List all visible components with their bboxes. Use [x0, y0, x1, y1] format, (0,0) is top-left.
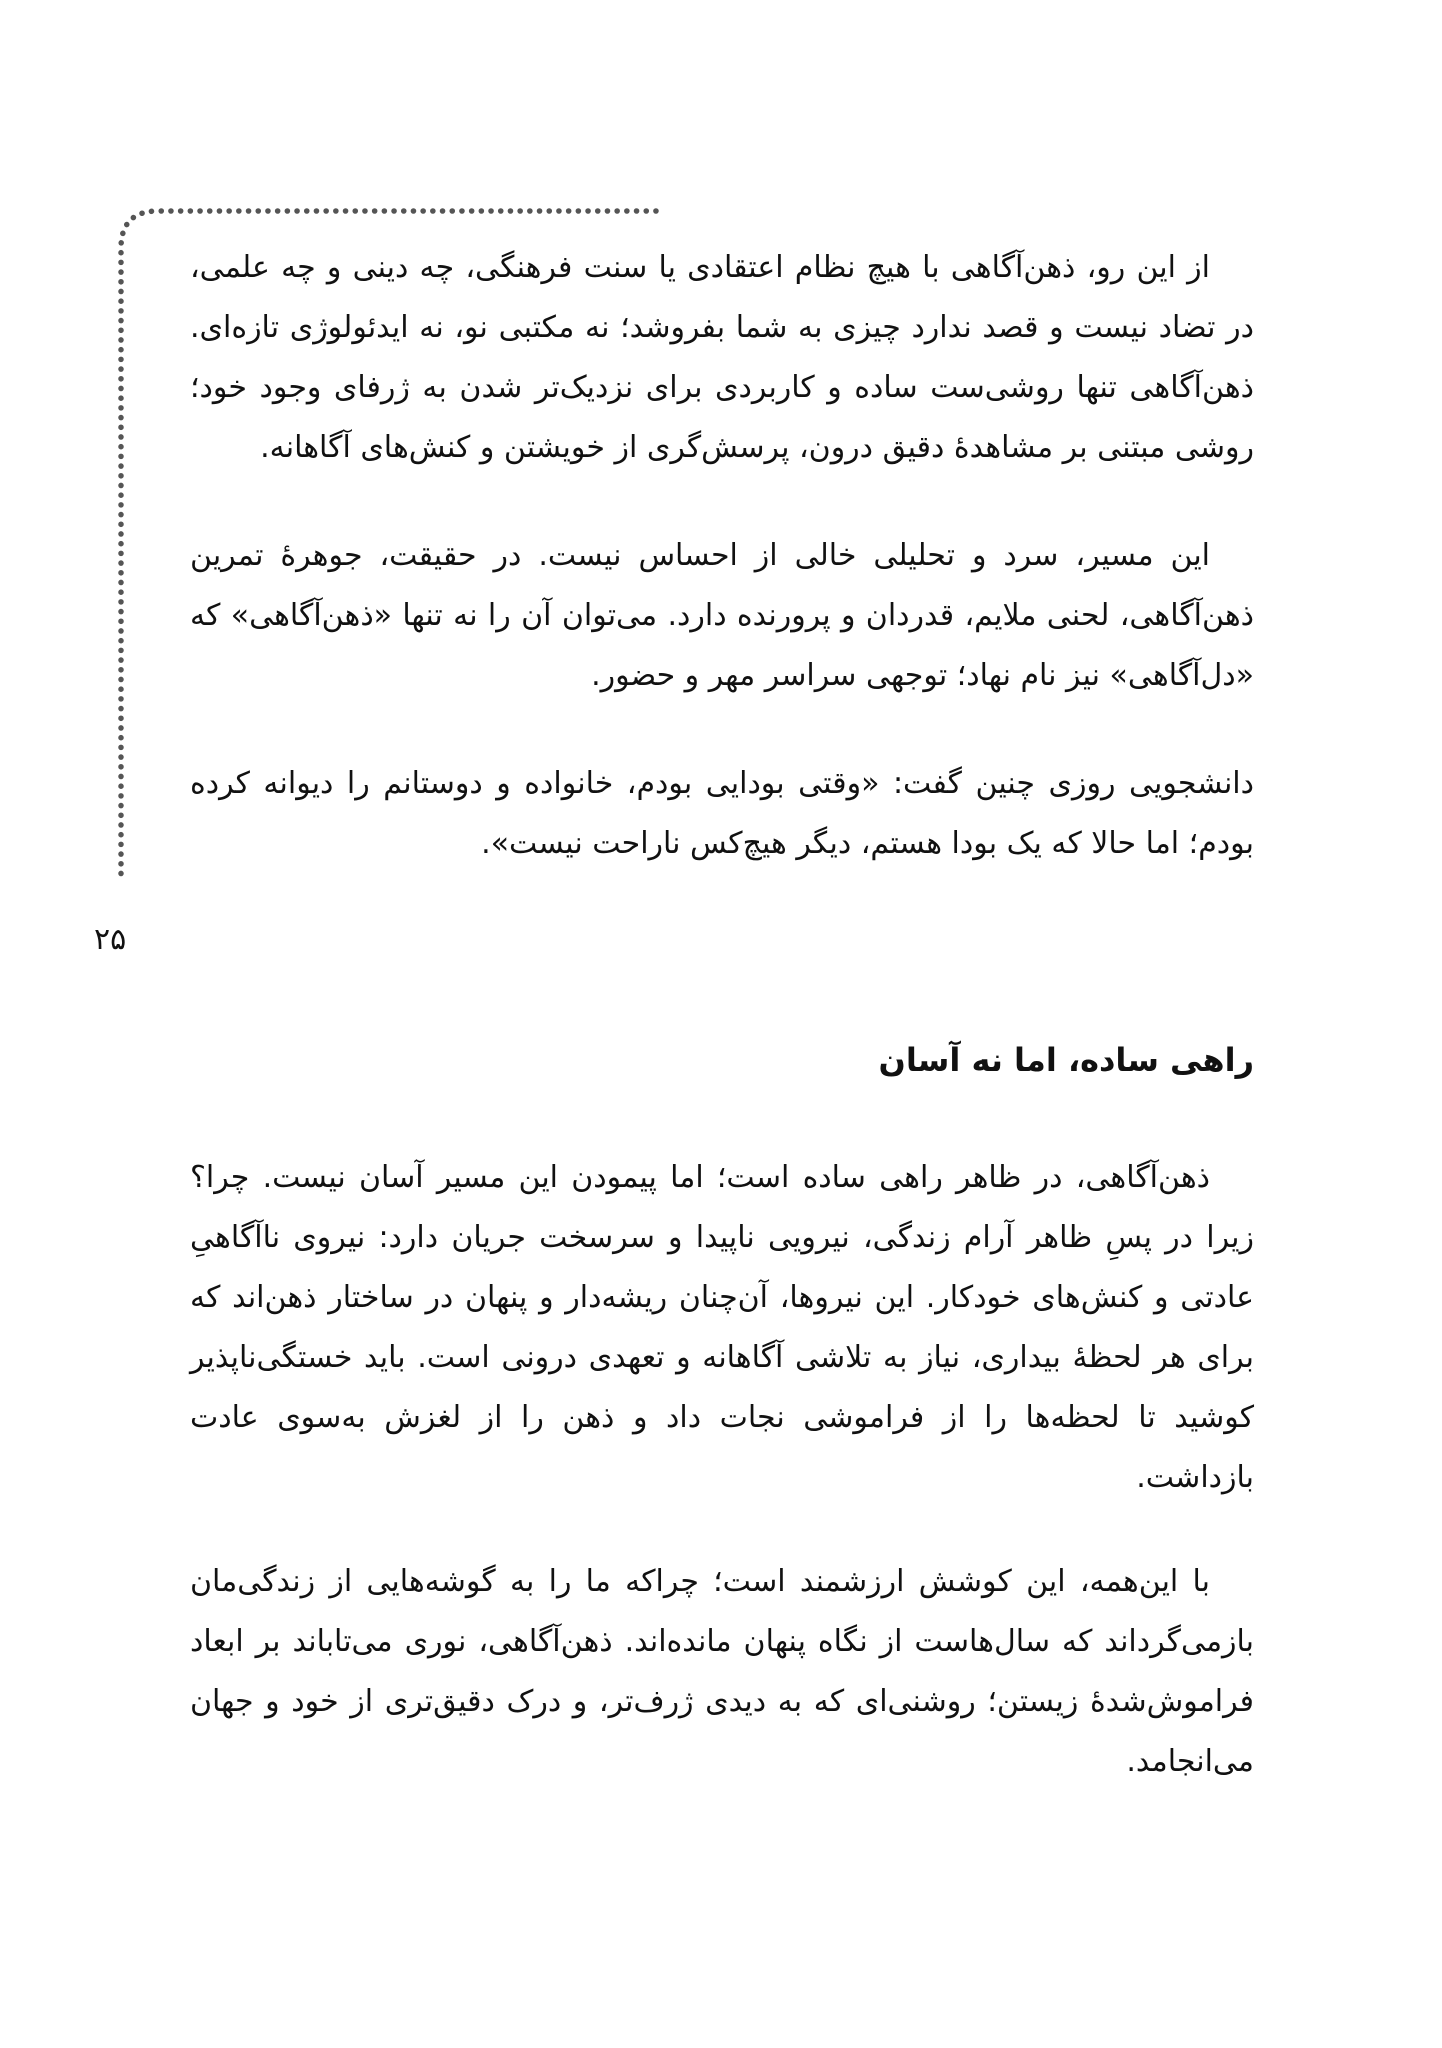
paragraph: این مسیر، سرد و تحلیلی خالی از احساس نیست. در حقیقت، جوهرهٔ تمرین ذهن‌آگاهی، لحنی ملایم، قدردان و پرورنده دارد. می‌توان آن را نه تنها «ذهن‌آگاهی» که «دل‌آگاهی» نیز نام نهاد؛ توجهی سراسر مهر و حضور. — [190, 538, 1254, 693]
paragraph: با این‌همه، این کوشش ارزشمند است؛ چراکه ما را به گوشه‌هایی از زندگی‌مان بازمی‌گرداند که سال‌هاست از نگاه پنهان مانده‌اند. ذهن‌آگاهی، نوری می‌تاباند بر ابعاد فراموش‌شدهٔ زیستن؛ روشنی‌ای که به دیدی ژرف‌تر، و درک دقیق‌تری از خود و جهان می‌انجامد. — [190, 1564, 1254, 1779]
paragraph: ذهن‌آگاهی، در ظاهر راهی ساده است؛ اما پیمودن این مسیر آسان نیست. چرا؟ زیرا در پسِ ظاهر آرام زندگی، نیرویی ناپیدا و سرسخت جریان دارد: نیروی ناآگاهیِ عادتی و کنش‌های خودکار. این نیروها، آن‌چنان ریشه‌دار و پنهان در ساختار ذهن‌اند که برای هر لحظهٔ بیداری، نیاز به تلاشی آگاهانه و تعهدی درونی است. باید خستگی‌ناپذیر کوشید تا لحظه‌ها را از فراموشی نجات داد و ذهن را از لغزش به‌سوی عادت بازداشت. — [190, 1160, 1254, 1495]
boxed-section — [190, 238, 1254, 874]
section — [190, 1030, 1254, 1792]
section-heading: راهی ساده، اما نه آسان — [878, 1041, 1254, 1079]
quote-paragraph: دانشجویی روزی چنین گفت: «وقتی بودایی بودم، خانواده و دوستانم را دیوانه کرده بودم؛ اما حالا که یک بودا هستم، دیگر هیچ‌کس ناراحت نیست». — [190, 766, 1254, 861]
paragraph: از این رو، ذهن‌آگاهی با هیچ نظام اعتقادی یا سنت فرهنگی، چه دینی و چه علمی، در تضاد نیست و قصد ندارد چیزی به شما بفروشد؛ نه مکتبی نو، نه ایدئولوژی تازه‌ای. ذهن‌آگاهی تنها روشی‌ست ساده و کاربردی برای نزدیک‌تر شدن به ژرفای وجود خود؛ روشی مبتنی بر مشاهدهٔ دقیق درون، پرسش‌گری از خویشتن و کنش‌های آگاهانه. — [190, 250, 1254, 465]
page-number: ۲۵ — [94, 922, 127, 957]
